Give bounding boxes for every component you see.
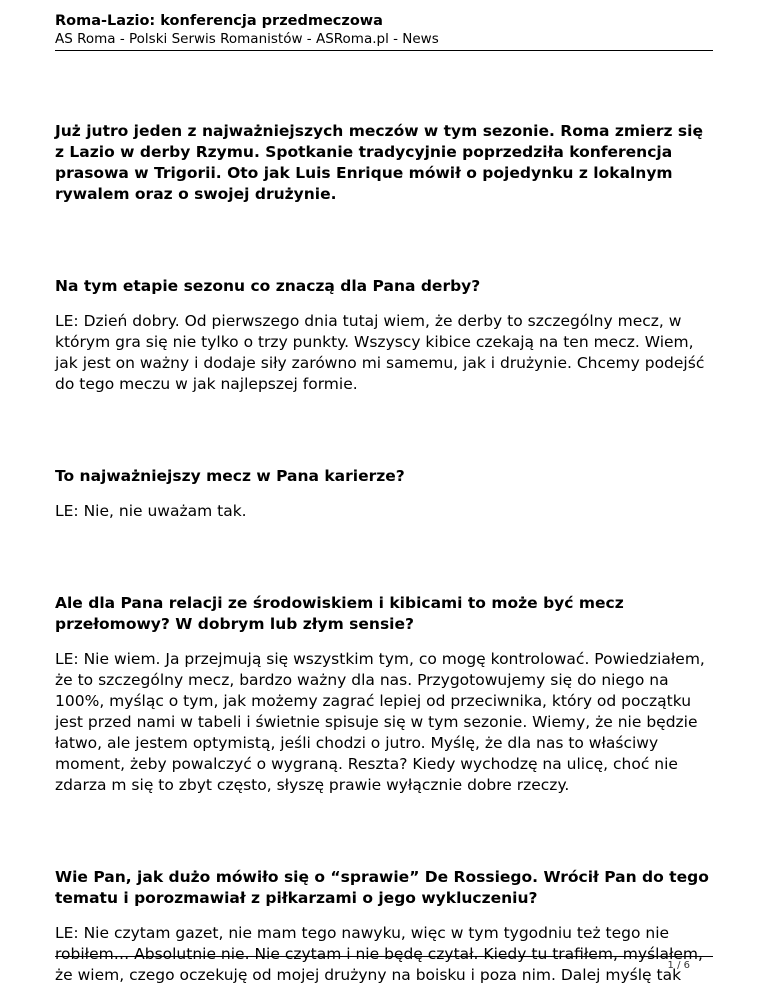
question-2: To najważniejszy mecz w Pana karierze? (55, 467, 405, 485)
answer-1: LE: Dzień dobry. Od pierwszego dnia tutaj wiem, że derby to szczególny mecz, w którym gra się nie tylko o trzy punkty. Wszyscy kibice czekają na ten mecz. Wiem, jak jest on ważny i dodaje siły zarówno mi samemu, jak i drużynie. Chcemy podejść do tego meczu w jak najlepszej formie. (55, 312, 705, 393)
answer-3: LE: Nie wiem. Ja przejmują się wszystkim tym, co mogę kontrolować. Powiedziałem, że to szczególny mecz, bardzo ważny dla nas. Przygotowujemy się do niego na 100%, myśląc o tym, jak możemy zagrać lepiej od przeciwnika, który od początku jest przed nami w tabeli i świetnie spisuje się w tym sezonie. Wiemy, że nie będzie łatwo, ale jestem optymistą, jeśli chodzi o jutro. Myślę, że dla nas to właściwy moment, żeby powalczyć o wygraną. Reszta? Kiedy wychodzę na ulicę, choć nie zdarza m się to zbyt często, słyszę prawie wyłącznie dobre rzeczy. (55, 650, 705, 794)
footer-divider (55, 956, 713, 957)
question-3: Ale dla Pana relacji ze środowiskiem i kibicami to może być mecz przełomowy? W dobrym lub złym sensie? (55, 594, 624, 633)
document-title: Roma-Lazio: konferencja przedmeczowa (55, 13, 383, 29)
document-header (55, 12, 713, 48)
answer-4: LE: Nie czytam gazet, nie mam tego nawyku, więc w tym tygodniu też tego nie robiłem… Absolutnie nie. Nie czytam i nie będę czytał. Kiedy tu trafiłem, myślałem, że wiem, czego oczekuję od mojej drużyny na boisku i poza nim. Dalej myślę tak (55, 924, 703, 984)
document-subtitle: AS Roma - Polski Serwis Romanistów - ASRoma.pl - News (55, 31, 439, 47)
question-4: Wie Pan, jak dużo mówiło się o “sprawie” De Rossiego. Wrócił Pan do tego tematu i porozmawiał z piłkarzami o jego wykluczeniu? (55, 868, 709, 907)
question-1: Na tym etapie sezonu co znaczą dla Pana derby? (55, 277, 481, 295)
answer-2: LE: Nie, nie uważam tak. (55, 502, 247, 520)
header-divider (55, 50, 713, 51)
page-number: 1 / 6 (667, 960, 690, 971)
article-body (55, 121, 715, 986)
article-lead: Już jutro jeden z najważniejszych meczów w tym sezonie. Roma zmierz się z Lazio w derby Rzymu. Spotkanie tradycyjnie poprzedziła konferencja prasowa w Trigorii. Oto jak Luis Enrique mówił o pojedynku z lokalnym rywalem oraz o swojej drużynie. (55, 122, 703, 203)
